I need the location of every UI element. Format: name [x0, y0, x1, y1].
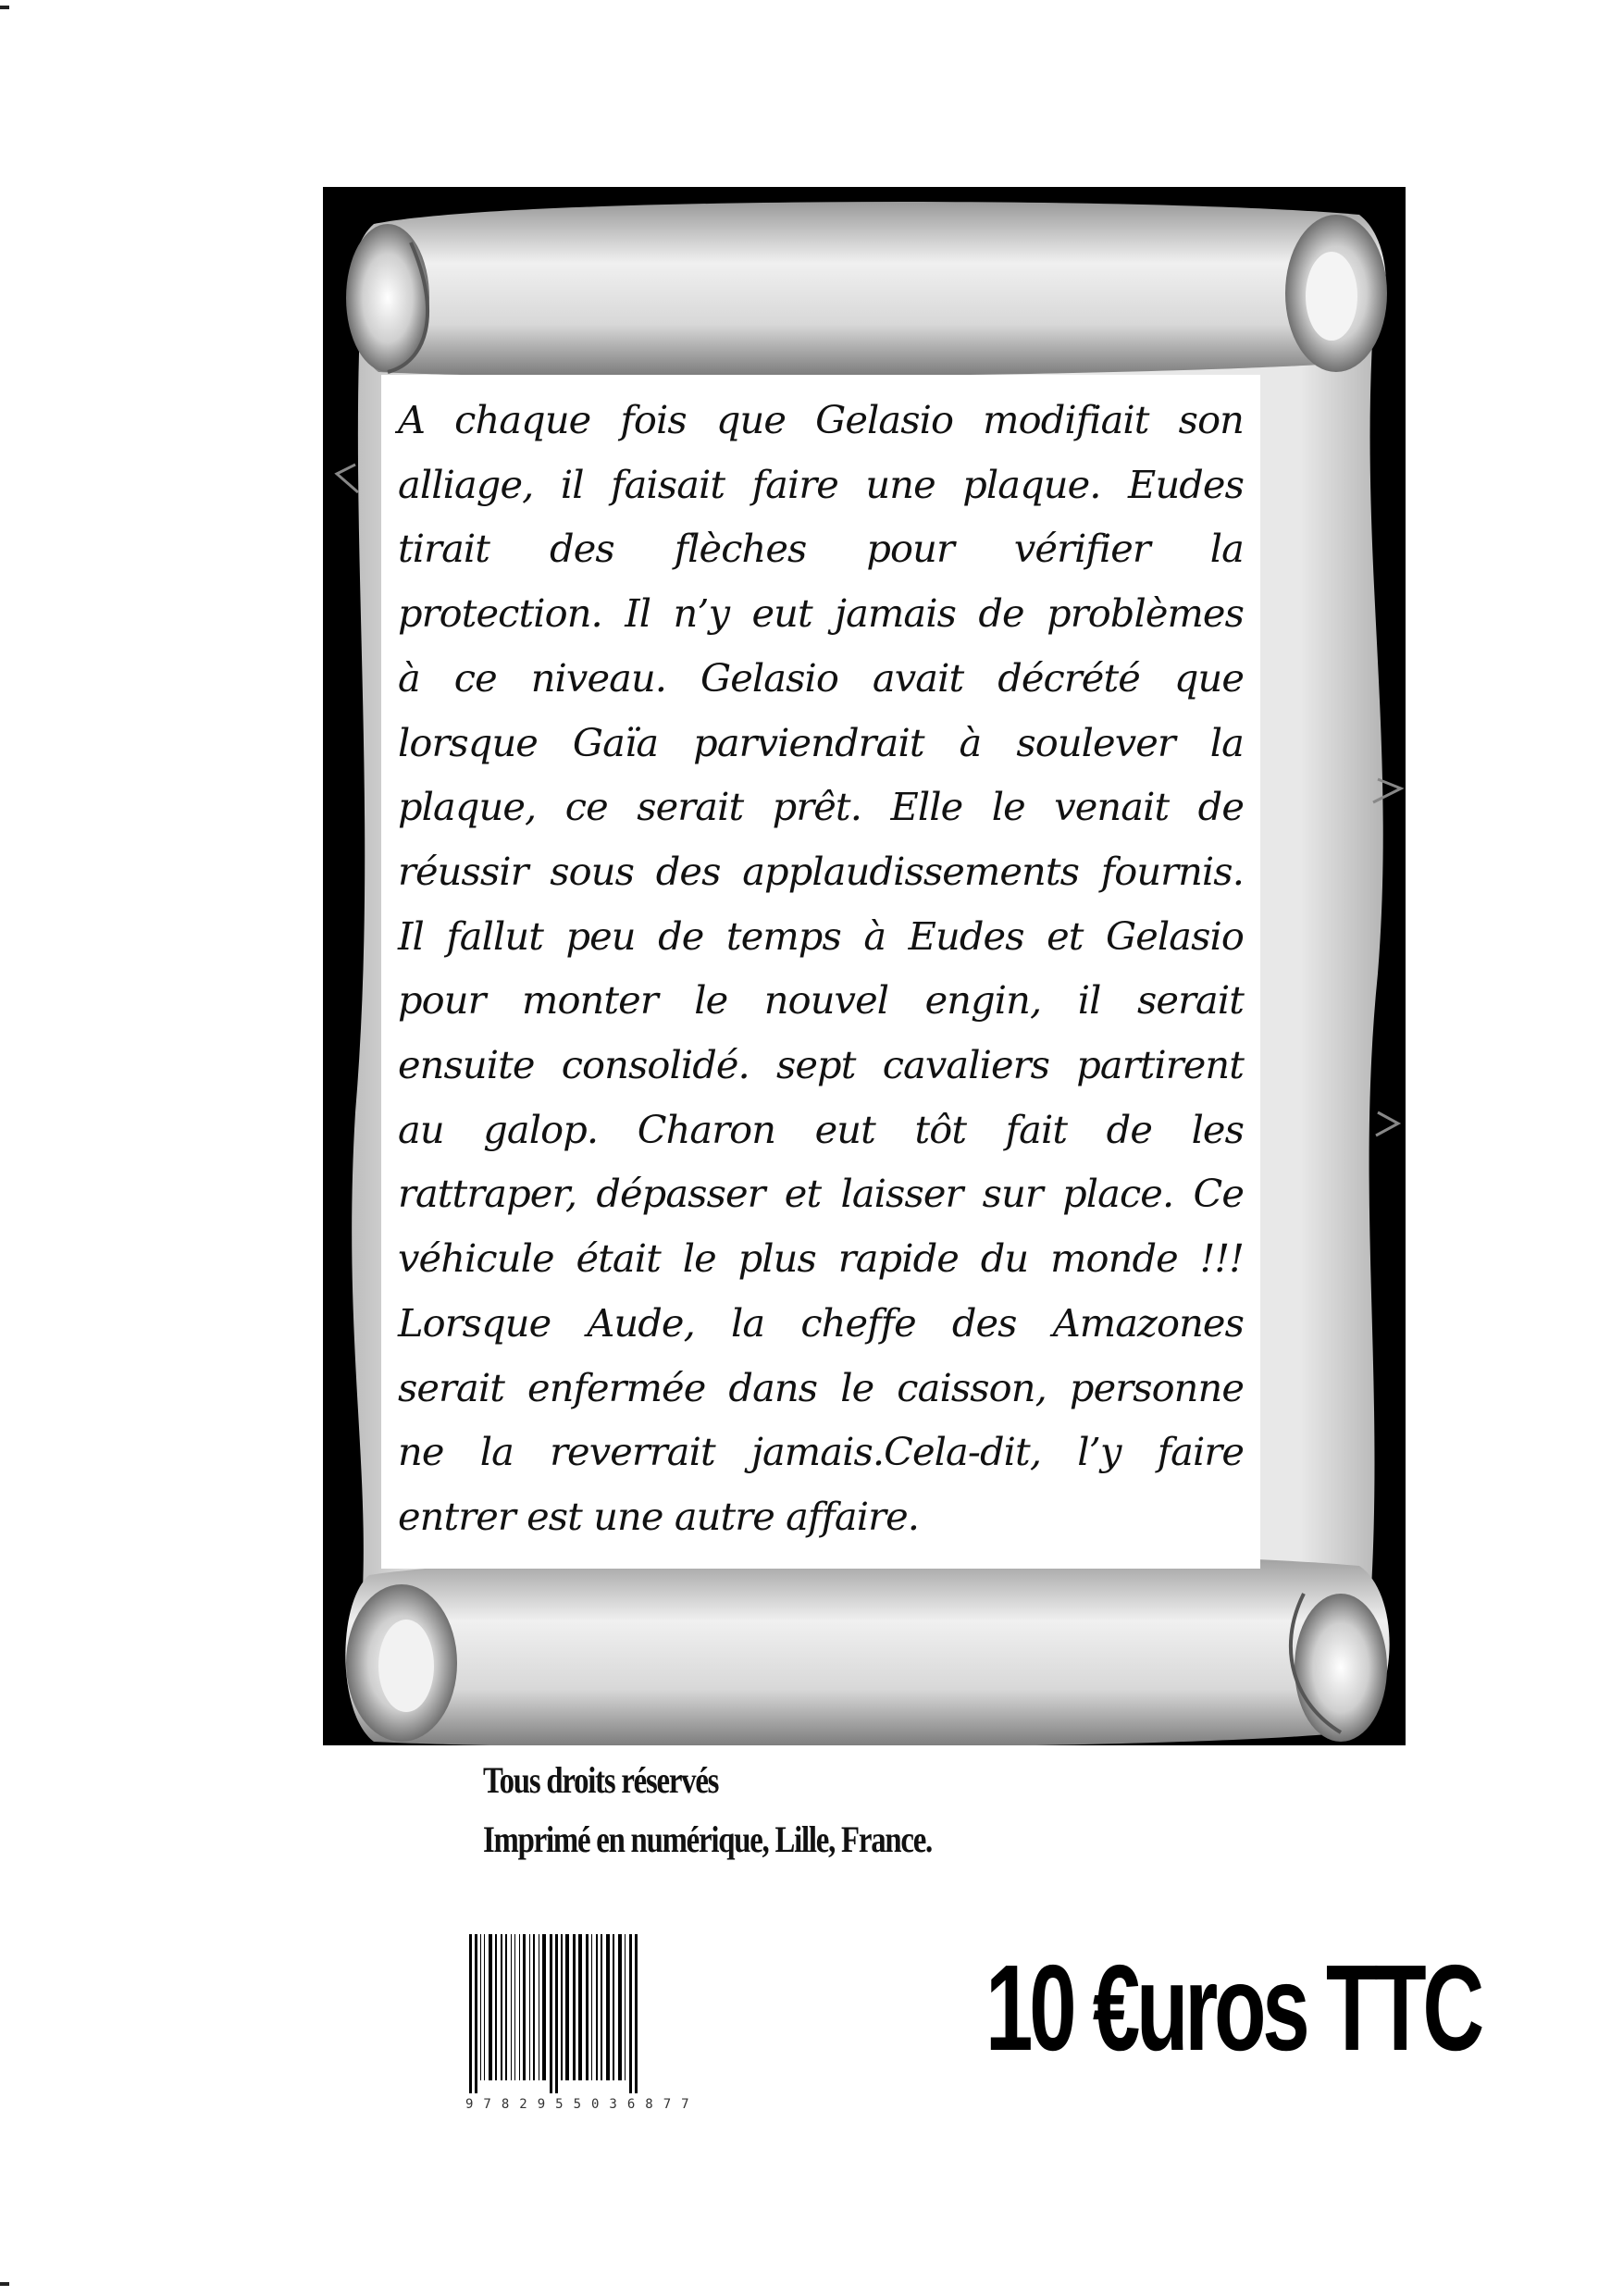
synopsis-line: à ce niveau. Gelasio avait décrété que	[398, 654, 1244, 701]
synopsis-line: lorsque Gaïa parviendrait à soulever la	[398, 719, 1244, 765]
barcode-bar	[606, 1934, 610, 2080]
barcode-bar	[629, 1934, 632, 2093]
synopsis-line: rattraper, dépasser et laisser sur place. Ce	[398, 1171, 1244, 1217]
crop-mark-bottom-left	[0, 2282, 9, 2286]
synopsis-line: ensuite consolidé. sept cavaliers partirent	[398, 1042, 1244, 1088]
price-label: 10 €uros TTC	[985, 1940, 1481, 2076]
synopsis-line: A chaque fois que Gelasio modifiait son	[398, 397, 1244, 442]
synopsis-line: serait enfermée dans le caisson, personne	[398, 1364, 1244, 1410]
barcode-bar	[601, 1934, 602, 2080]
synopsis-line: véhicule était le plus rapide du monde !!!	[398, 1235, 1244, 1282]
synopsis-line: entrer est une autre affaire.	[398, 1493, 920, 1539]
synopsis-line: ne la reverrait jamais.Cela-dit, l’y faire	[398, 1429, 1244, 1475]
barcode-bar	[505, 1934, 507, 2080]
barcode-bar	[523, 1934, 526, 2080]
synopsis-line: réussir sous des applaudissements fournis.	[398, 848, 1244, 894]
barcode-bar	[484, 1934, 485, 2080]
crop-mark-top-left	[0, 6, 9, 9]
imprint-block	[483, 1751, 932, 1869]
barcode-number: 9782955036877	[465, 2097, 700, 2112]
barcode-bar	[565, 1934, 569, 2080]
synopsis-line: tirait des flèches pour vérifier la	[398, 526, 1244, 572]
barcode-bar	[511, 1934, 512, 2080]
barcode-bar	[586, 1934, 588, 2080]
synopsis-line: plaque, ce serait prêt. Elle le venait de	[398, 784, 1244, 830]
synopsis-line: Lorsque Aude, la cheffe des Amazones	[398, 1299, 1244, 1346]
barcode-bar	[533, 1934, 535, 2080]
barcode-bars	[465, 1934, 771, 2093]
barcode-bar	[514, 1934, 515, 2080]
bottom-roll	[345, 1553, 1389, 1745]
barcode-bar	[596, 1934, 598, 2080]
barcode-bar	[591, 1934, 592, 2080]
barcode-bar	[625, 1934, 626, 2080]
printing-notice: Imprimé en numérique, Lille, France.	[483, 1818, 933, 1860]
synopsis-text-box	[381, 375, 1260, 1569]
barcode-bar	[529, 1934, 530, 2080]
barcode-bar	[618, 1934, 622, 2080]
synopsis-paragraph	[398, 388, 1244, 1549]
synopsis-line: Il fallut peu de temps à Eudes et Gelasio	[398, 912, 1244, 959]
barcode-bar	[489, 1934, 492, 2080]
synopsis-line: pour monter le nouvel engin, il serait	[398, 977, 1244, 1024]
synopsis-line: protection. Il n’y eut jamais de problèmes	[398, 590, 1244, 637]
isbn-barcode	[465, 1934, 780, 2112]
barcode-bar	[495, 1934, 497, 2080]
barcode-bar	[578, 1934, 582, 2080]
barcode-bar	[555, 1934, 558, 2093]
barcode-bar	[573, 1934, 576, 2080]
barcode-bar	[635, 1934, 638, 2093]
rights-notice: Tous droits réservés	[483, 1759, 719, 1801]
barcode-bar	[475, 1934, 477, 2093]
barcode-bar	[469, 1934, 472, 2093]
barcode-bar	[501, 1934, 502, 2080]
synopsis-line: alliage, il faisait faire une plaque. Eudes	[398, 461, 1244, 507]
barcode-bar	[542, 1934, 546, 2080]
top-roll	[350, 202, 1386, 377]
barcode-bar	[561, 1934, 563, 2080]
synopsis-line: au galop. Charon eut tôt fait de les	[398, 1106, 1244, 1152]
barcode-bar	[550, 1934, 552, 2093]
barcode-bar	[480, 1934, 481, 2080]
barcode-bar	[613, 1934, 614, 2080]
barcode-bar	[519, 1934, 520, 2080]
